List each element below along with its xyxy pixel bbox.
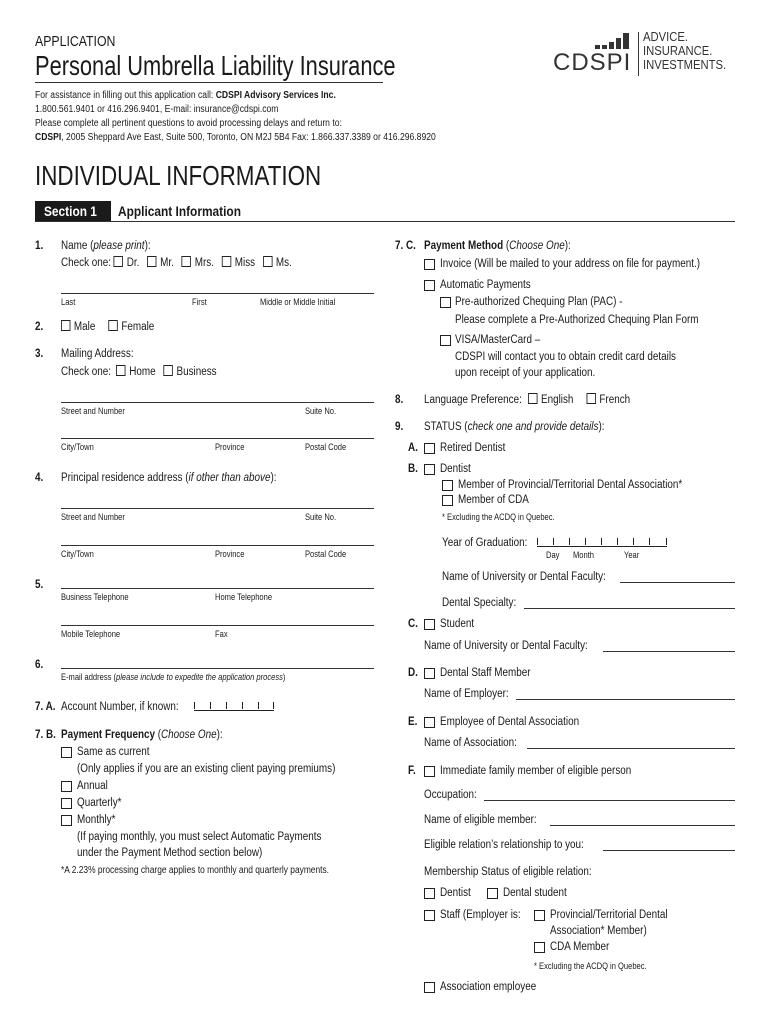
dental-specialty-field[interactable]: [524, 608, 735, 609]
residence-city-label: City/Town: [61, 549, 94, 559]
association-employee-label: Employee of Dental Association: [440, 716, 580, 728]
freq-same-checkbox[interactable]: [61, 747, 72, 758]
mailing-street-label: Street and Number: [61, 406, 125, 416]
acdq-note: * Excluding the ACDQ in Quebec.: [442, 512, 555, 522]
staff-acdq-note: * Excluding the ACDQ in Quebec.: [534, 961, 647, 971]
student-university-field[interactable]: [603, 651, 735, 652]
student-checkbox[interactable]: [424, 619, 435, 630]
phone-row1-field[interactable]: [61, 588, 374, 589]
mailing-postal-label: Postal Code: [305, 442, 347, 452]
association-name-label: Name of Association:: [424, 737, 517, 749]
q3-label: Mailing Address:: [61, 348, 134, 360]
q4-number: 4.: [35, 472, 44, 484]
dental-staff-checkbox[interactable]: [424, 668, 435, 679]
mobile-phone-label: Mobile Telephone: [61, 629, 121, 639]
email-label: E-mail address (please include to expedite the application process): [61, 672, 286, 682]
tagline-investments: INVESTMENTS.: [643, 58, 727, 72]
grad-month-label: Month: [573, 550, 595, 560]
family-member-label: Immediate family member of eligible person: [440, 765, 632, 777]
grad-day-label: Day: [546, 550, 560, 560]
staff-cda-label: CDA Member: [550, 941, 610, 953]
title-ms-checkbox[interactable]: [263, 256, 272, 267]
q4-label: Principal residence address (if other than above):: [61, 472, 277, 484]
fax-label: Fax: [215, 629, 228, 639]
relation-dentist-label: Dentist: [440, 887, 471, 899]
dental-staff-label: Dental Staff Member: [440, 667, 531, 679]
q8-row: Language Preference: English French: [424, 394, 631, 406]
graduation-label: Year of Graduation:: [442, 537, 528, 549]
staff-provincial-checkbox[interactable]: [534, 910, 545, 921]
q9-label: STATUS (check one and provide details):: [424, 421, 605, 433]
employer-field[interactable]: [516, 699, 735, 700]
q7a-number: 7. A.: [35, 701, 56, 713]
freq-monthly-checkbox[interactable]: [61, 815, 72, 826]
freq-quarterly-checkbox[interactable]: [61, 798, 72, 809]
logo-wordmark: CDSPI: [553, 49, 632, 76]
mailing-home-checkbox[interactable]: [116, 365, 125, 376]
invoice-label: Invoice (Will be mailed to your address on file for payment.): [440, 258, 701, 270]
visa-note-2: upon receipt of your application.: [455, 367, 596, 379]
relation-association-employee-checkbox[interactable]: [424, 982, 435, 993]
q1-label: Name (please print):: [61, 240, 151, 252]
automatic-payments-label: Automatic Payments: [440, 279, 531, 291]
signal-bars-icon: [595, 32, 635, 50]
freq-annual-label: Annual: [77, 780, 108, 792]
tagline-advice: ADVICE.: [643, 30, 689, 44]
visa-note-1: CDSPI will contact you to obtain credit card details: [455, 351, 676, 363]
membership-status-label: Membership Status of eligible relation:: [424, 866, 592, 878]
retired-dentist-checkbox[interactable]: [424, 443, 435, 454]
phone-row2-field[interactable]: [61, 625, 374, 626]
title-mrs-checkbox[interactable]: [182, 256, 191, 267]
mailing-city-label: City/Town: [61, 442, 94, 452]
title-miss-checkbox[interactable]: [222, 256, 231, 267]
q3-options: Check one: Home Business: [61, 366, 217, 378]
account-number-label: Account Number, if known:: [61, 701, 179, 713]
section-tab-label: Section 1: [44, 203, 97, 219]
occupation-label: Occupation:: [424, 789, 477, 801]
student-university-label: Name of University or Dental Faculty:: [424, 640, 588, 652]
mailing-city-field[interactable]: [61, 438, 374, 439]
french-checkbox[interactable]: [586, 393, 595, 404]
pac-checkbox[interactable]: [440, 297, 451, 308]
q9-number: 9.: [395, 421, 404, 433]
dentist-label: Dentist: [440, 463, 471, 475]
residence-city-field[interactable]: [61, 545, 374, 546]
q1-number: 1.: [35, 240, 44, 252]
status-b-letter: B.: [408, 463, 418, 475]
relation-association-employee-label: Association employee: [440, 981, 537, 993]
account-number-field[interactable]: [194, 700, 274, 711]
email-field[interactable]: [61, 668, 374, 669]
freq-monthly-note-2: under the Payment Method section below): [77, 847, 263, 859]
staff-cda-checkbox[interactable]: [534, 942, 545, 953]
form-kicker: APPLICATION: [35, 33, 116, 50]
mailing-province-label: Province: [215, 442, 245, 452]
provincial-association-checkbox[interactable]: [442, 480, 453, 491]
freq-quarterly-label: Quarterly*: [77, 797, 122, 809]
processing-footnote: *A 2.23% processing charge applies to monthly and quarterly payments.: [61, 865, 330, 876]
title-mr-checkbox[interactable]: [147, 256, 156, 267]
residence-street-field[interactable]: [61, 508, 374, 509]
mailing-business-checkbox[interactable]: [164, 365, 173, 376]
pac-label: Pre-authorized Chequing Plan (PAC) -: [455, 296, 623, 308]
q6-number: 6.: [35, 659, 44, 671]
staff-provincial-label-1: Provincial/Territorial Dental: [550, 909, 668, 921]
freq-annual-checkbox[interactable]: [61, 781, 72, 792]
staff-provincial-label-2: Association* Member): [550, 925, 647, 937]
invoice-checkbox[interactable]: [424, 259, 435, 270]
eligible-member-label: Name of eligible member:: [424, 814, 537, 826]
automatic-payments-checkbox[interactable]: [424, 280, 435, 291]
student-label: Student: [440, 618, 475, 630]
section-heading: INDIVIDUAL INFORMATION: [35, 160, 322, 191]
q8-number: 8.: [395, 394, 404, 406]
relation-staff-label: Staff (Employer is:: [440, 909, 521, 921]
name-middle-label: Middle or Middle Initial: [260, 297, 336, 307]
logo-divider: [638, 32, 639, 76]
dentist-checkbox[interactable]: [424, 464, 435, 475]
address-line: CDSPI, 2005 Sheppard Ave East, Suite 500, Toronto, ON M2J 5B4 Fax: 1.866.337.3389 or 416.296.8920: [35, 132, 436, 143]
header-rule: [35, 82, 383, 83]
cdspi-logo: [553, 30, 753, 80]
relationship-field[interactable]: [603, 850, 735, 851]
q2-number: 2.: [35, 321, 44, 333]
q2-options: Male Female: [61, 320, 154, 334]
association-employee-checkbox[interactable]: [424, 717, 435, 728]
cda-member-checkbox[interactable]: [442, 495, 453, 506]
q3-number: 3.: [35, 348, 44, 360]
female-checkbox[interactable]: [108, 320, 117, 331]
dentist-university-label: Name of University or Dental Faculty:: [442, 571, 606, 583]
relationship-label: Eligible relation’s relationship to you:: [424, 839, 584, 851]
section-title: Applicant Information: [118, 203, 241, 219]
name-field[interactable]: [61, 293, 374, 294]
q1-title-options: Check one: Dr. Mr. Mrs. Miss Ms.: [61, 257, 292, 269]
eligible-member-field[interactable]: [550, 825, 735, 826]
page-title: Personal Umbrella Liability Insurance: [35, 50, 396, 81]
male-checkbox[interactable]: [61, 320, 70, 331]
retired-dentist-label: Retired Dentist: [440, 442, 506, 454]
occupation-field[interactable]: [484, 800, 735, 801]
relation-staff-checkbox[interactable]: [424, 910, 435, 921]
freq-same-label: Same as current: [77, 746, 150, 758]
return-line: Please complete all pertinent questions to avoid processing delays and return to:: [35, 118, 342, 129]
mailing-suite-label: Suite No.: [305, 406, 337, 416]
dentist-university-field[interactable]: [620, 582, 735, 583]
residence-postal-label: Postal Code: [305, 549, 347, 559]
q7c-label: Payment Method (Choose One):: [424, 240, 571, 252]
freq-same-note: (Only applies if you are an existing client paying premiums): [77, 763, 336, 775]
title-dr-checkbox[interactable]: [114, 256, 123, 267]
provincial-association-label: Member of Provincial/Territorial Dental Association*: [458, 479, 683, 491]
cda-member-label: Member of CDA: [458, 494, 529, 506]
mailing-street-field[interactable]: [61, 402, 374, 403]
dental-specialty-label: Dental Specialty:: [442, 597, 517, 609]
grad-year-label: Year: [624, 550, 640, 560]
employer-label: Name of Employer:: [424, 688, 509, 700]
graduation-date-field[interactable]: [537, 536, 667, 547]
section-rule: [35, 221, 735, 222]
contact-line: 1.800.561.9401 or 416.296.9401, E-mail: insurance@cdspi.com: [35, 104, 279, 115]
status-d-letter: D.: [408, 667, 418, 679]
freq-monthly-label: Monthly*: [77, 814, 116, 826]
tagline-insurance: INSURANCE.: [643, 44, 713, 58]
q7b-number: 7. B.: [35, 729, 56, 741]
name-first-label: First: [192, 297, 207, 307]
status-f-letter: F.: [408, 765, 416, 777]
status-a-letter: A.: [408, 442, 418, 454]
residence-province-label: Province: [215, 549, 245, 559]
q7c-number: 7. C.: [395, 240, 416, 252]
relation-student-label: Dental student: [503, 887, 567, 899]
status-c-letter: C.: [408, 618, 418, 630]
english-checkbox[interactable]: [528, 393, 537, 404]
residence-street-label: Street and Number: [61, 512, 125, 522]
q7b-label: Payment Frequency (Choose One):: [61, 729, 223, 741]
family-member-checkbox[interactable]: [424, 766, 435, 777]
relation-dentist-checkbox[interactable]: [424, 888, 435, 899]
visa-checkbox[interactable]: [440, 335, 451, 346]
name-last-label: Last: [61, 297, 76, 307]
business-phone-label: Business Telephone: [61, 592, 129, 602]
home-phone-label: Home Telephone: [215, 592, 273, 602]
assistance-line: For assistance in filling out this application call: CDSPI Advisory Services Inc.: [35, 90, 336, 101]
visa-label: VISA/MasterCard –: [455, 334, 541, 346]
status-e-letter: E.: [408, 716, 418, 728]
freq-monthly-note-1: (If paying monthly, you must select Automatic Payments: [77, 831, 322, 843]
association-name-field[interactable]: [527, 748, 735, 749]
q5-number: 5.: [35, 579, 44, 591]
relation-student-checkbox[interactable]: [487, 888, 498, 899]
pac-note: Please complete a Pre-Authorized Chequing Plan Form: [455, 314, 699, 326]
residence-suite-label: Suite No.: [305, 512, 337, 522]
